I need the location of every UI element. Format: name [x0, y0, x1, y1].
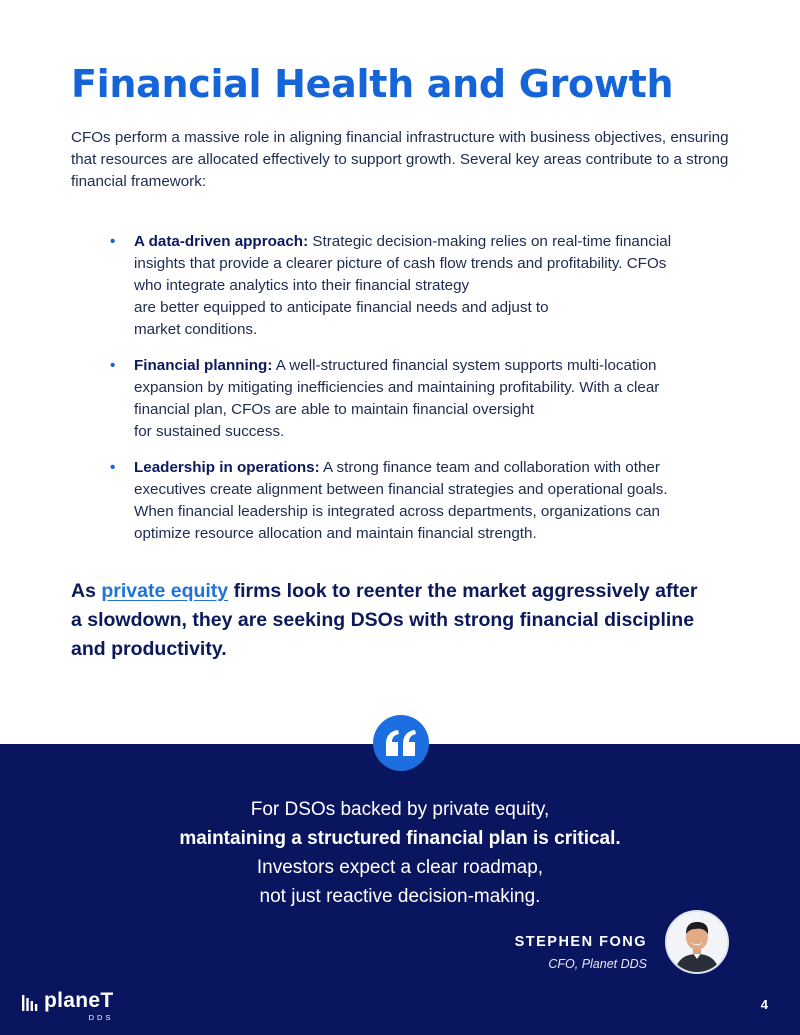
logo-subtitle: DDS — [88, 1013, 114, 1022]
bullet-text: market conditions. — [134, 321, 258, 338]
bullet-text: optimize resource allocation and maintain financial strength. — [134, 525, 537, 542]
bullet-text: executives create alignment between financial strategies and operational goals. — [134, 481, 668, 498]
bullet-text: expansion by mitigating inefficiencies and maintaining profitability. With a clear — [134, 379, 660, 396]
callout-text: and productivity. — [71, 638, 227, 660]
bullet-point-icon: • — [110, 357, 116, 374]
author-role: CFO, Planet DDS — [548, 957, 647, 971]
quote-line: For DSOs backed by private equity, — [250, 799, 550, 820]
bullet-text: A strong finance team and collaboration with other — [323, 459, 660, 476]
bullet-text: Strategic decision-making relies on real-time financial — [312, 233, 672, 250]
bullet-lead: Leadership in operations: — [134, 459, 320, 476]
bullet-text: are better equipped to anticipate financial needs and adjust to — [134, 299, 549, 316]
person-photo-icon — [667, 912, 727, 972]
bullet-text: who integrate analytics into their financial strategy — [134, 277, 470, 294]
key-areas-list — [110, 231, 690, 545]
list-item — [110, 231, 690, 341]
private-equity-link[interactable]: private equity — [101, 580, 229, 602]
bullet-text: insights that provide a clearer picture of cash flow trends and profitability. CFOs — [134, 255, 667, 272]
pull-quote — [100, 795, 700, 911]
bullet-text: financial plan, CFOs are able to maintain financial oversight — [134, 401, 535, 418]
quote-line: Investors expect a clear roadmap, — [256, 857, 544, 878]
intro-paragraph: CFOs perform a massive role in aligning financial infrastructure with business objectives, ensuring that resources are allocated effectively to support growth. Several key areas contribute to a strong financial framework: — [71, 129, 729, 190]
bullet-point-icon: • — [110, 233, 116, 250]
quote-mark-icon — [373, 715, 429, 771]
logo-wordmark: planeT — [44, 989, 114, 1012]
callout-text: a slowdown, they are seeking DSOs with strong financial discipline — [71, 609, 695, 631]
bullet-point-icon: • — [110, 459, 116, 476]
quote-line-emphasis: maintaining a structured financial plan is critical. — [179, 828, 621, 849]
bars-logo-icon — [22, 993, 38, 1013]
author-name: STEPHEN FONG — [514, 934, 647, 950]
callout-statement — [71, 577, 731, 664]
avatar — [665, 910, 729, 974]
callout-text: firms look to reenter the market aggressively after — [233, 580, 698, 602]
page-number: 4 — [760, 997, 768, 1012]
bullet-text: A well-structured financial system supports multi-location — [275, 357, 657, 374]
list-item — [110, 355, 690, 443]
quote-line: not just reactive decision-making. — [259, 886, 541, 907]
page-title: Financial Health and Growth — [71, 62, 674, 106]
bullet-lead: Financial planning: — [134, 357, 273, 374]
callout-prefix: As — [71, 580, 96, 602]
planet-dds-logo — [22, 990, 113, 1022]
bullet-text: for sustained success. — [134, 423, 285, 440]
bullet-text: When financial leadership is integrated across departments, organizations can — [134, 503, 660, 520]
list-item — [110, 457, 690, 545]
bullet-lead: A data-driven approach: — [134, 233, 309, 250]
